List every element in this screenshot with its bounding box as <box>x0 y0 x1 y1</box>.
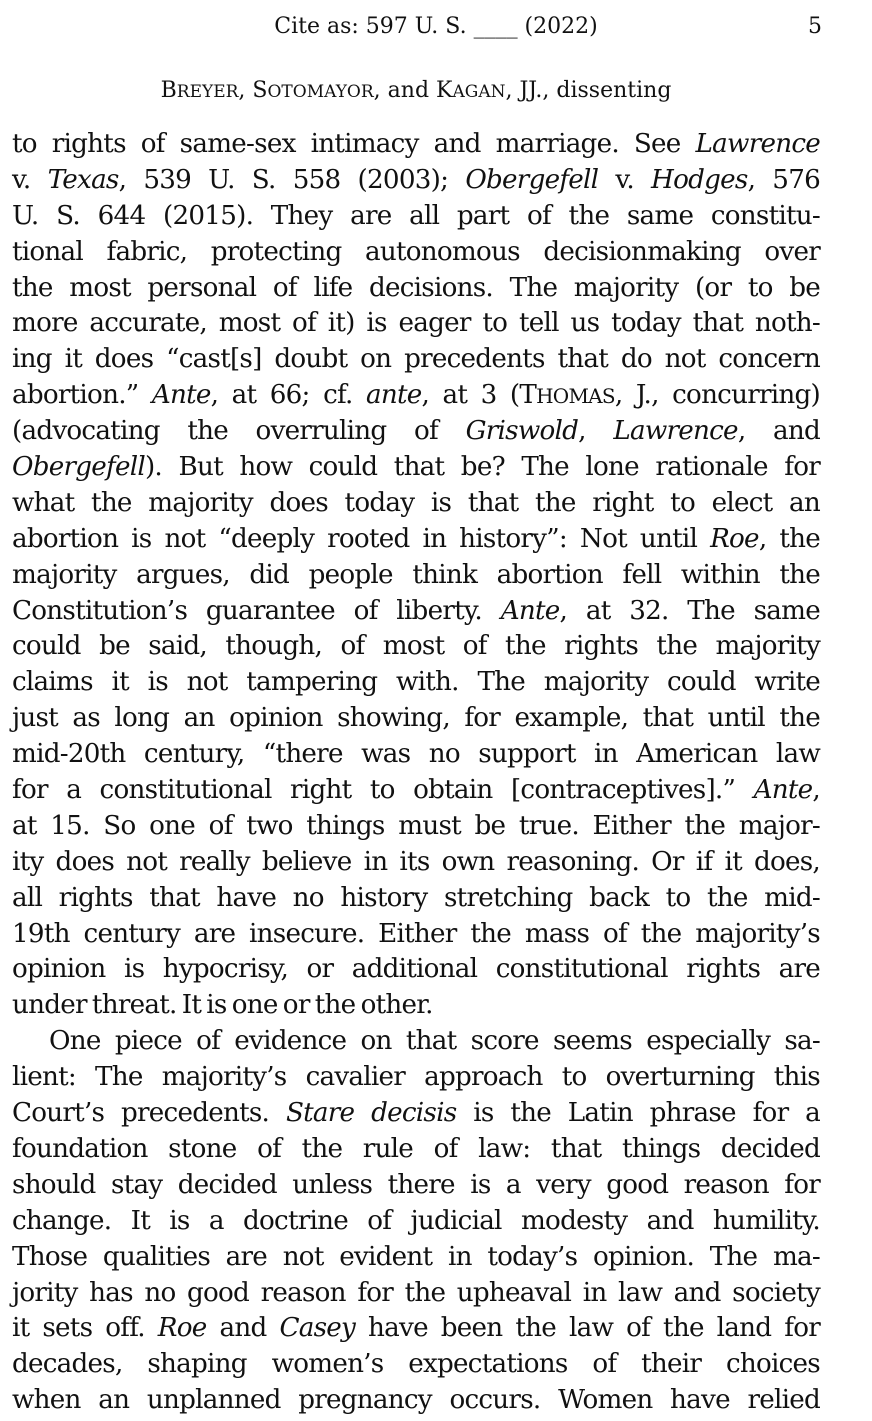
text-line <box>12 737 820 773</box>
text-segment: , 539 U. S. 558 (2003); <box>118 164 466 195</box>
text-segment: for a constitutional right to obtain [contraceptives].” <box>12 775 754 806</box>
text-segment: at 15. So one of two things must be true. Either the major- <box>12 810 820 841</box>
text-line <box>12 845 820 881</box>
italic-term: Hodges <box>651 164 748 195</box>
text-segment: tional fabric, protecting autonomous decisionmaking over <box>12 236 820 267</box>
attribution-smallcaps: OTOMAYOR <box>267 82 374 102</box>
attribution-letter: B <box>160 78 177 103</box>
italic-term: Obergefell <box>12 452 145 483</box>
text-line <box>12 701 820 737</box>
text-segment: have been the law of the land for <box>355 1313 820 1344</box>
text-segment: , <box>578 416 614 447</box>
text-segment: , at 66; cf. <box>210 380 366 411</box>
text-segment: abortion.” <box>12 380 152 411</box>
text-segment: (advocating the overruling of <box>12 416 466 447</box>
text-line <box>12 952 820 988</box>
text-segment: what the majority does today is that the right to elect an <box>12 487 820 518</box>
text-segment: , and <box>737 416 820 447</box>
text-line <box>12 665 820 701</box>
text-line <box>12 917 820 953</box>
text-segment: it sets off. <box>12 1313 158 1344</box>
text-segment: Those qualities are not evident in today’s opinion. The ma- <box>12 1241 820 1272</box>
text-segment: ing it does “cast[s] doubt on precedents that do not concern <box>12 344 820 375</box>
text-line <box>12 199 820 235</box>
text-segment: change. It is a doctrine of judicial modesty and humility. <box>12 1205 820 1236</box>
text-segment: , the <box>758 523 821 554</box>
smallcaps-text: HOMAS <box>536 384 615 409</box>
italic-term: Ante <box>151 380 211 411</box>
text-line <box>12 1276 820 1312</box>
attribution-letter: K <box>436 78 453 103</box>
text-line <box>12 127 820 163</box>
text-line <box>12 1060 820 1096</box>
text-line <box>12 450 820 486</box>
italic-term: Obergefell <box>465 164 599 195</box>
text-line <box>12 881 820 917</box>
text-segment: lient: The majority’s cavalier approach to overturning this <box>12 1062 820 1093</box>
text-line <box>12 235 820 271</box>
text-line <box>12 594 820 630</box>
attribution-smallcaps: REYER <box>176 82 239 102</box>
text-segment: One piece of evidence on that score seems especially sa- <box>49 1026 820 1057</box>
citation: Cite as: 597 U. S. ____ (2022) <box>274 14 598 39</box>
italic-term: Texas <box>47 164 119 195</box>
text-segment: should stay decided unless there is a very good reason for <box>12 1169 820 1200</box>
italic-term: Casey <box>279 1313 356 1344</box>
text-segment: decades, shaping women’s expectations of their choices <box>12 1349 820 1380</box>
text-line <box>12 1383 820 1419</box>
running-head <box>0 14 872 42</box>
text-segment: ). But how could that be? The lone rationale for <box>144 452 820 483</box>
text-line <box>12 486 820 522</box>
text-segment: U. S. 644 (2015). They are all part of the same constitu- <box>12 200 820 231</box>
text-segment: Court’s precedents. <box>12 1098 286 1129</box>
text-segment: jority has no good reason for the upheaval in law and society <box>12 1277 820 1308</box>
italic-term: Stare decisis <box>285 1098 457 1129</box>
text-line <box>12 1168 820 1204</box>
text-segment: , 576 <box>747 164 821 195</box>
text-segment: abortion is not “deeply rooted in history”: Not until <box>12 523 711 554</box>
italic-term: Lawrence <box>613 416 738 447</box>
page-number: 5 <box>808 14 822 39</box>
text-line <box>12 629 820 665</box>
attribution-smallcaps: AGAN <box>452 82 506 102</box>
text-line <box>12 773 820 809</box>
italic-term: Ante <box>753 775 813 806</box>
text-segment: the most personal of life decisions. The majority (or to be <box>12 272 820 303</box>
text-segment: to rights of same-sex intimacy and marriage. See <box>12 129 696 159</box>
opinion-body <box>12 127 820 1419</box>
italic-term: ante <box>366 380 422 411</box>
text-line <box>12 1240 820 1276</box>
attribution-letter: S <box>252 78 268 103</box>
italic-term: Lawrence <box>695 129 820 159</box>
text-segment: opinion is hypocrisy, or additional constitutional rights are <box>12 954 820 985</box>
italic-term: Roe <box>710 523 759 554</box>
text-segment: and <box>206 1313 280 1344</box>
text-segment: Constitution’s guarantee of liberty. <box>12 595 501 626</box>
smallcaps-initial: T <box>519 380 537 411</box>
text-segment: 19th century are insecure. Either the mass of the majority’s <box>12 918 820 949</box>
text-segment: , <box>812 775 820 806</box>
text-segment: under threat. It is one or the other. <box>12 990 433 1021</box>
text-segment: all rights that have no history stretching back to the mid- <box>12 882 820 913</box>
text-segment: mid-20th century, “there was no support in American law <box>12 739 820 770</box>
text-segment: when an unplanned pregnancy occurs. Women have relied <box>12 1385 820 1416</box>
text-line <box>12 271 820 307</box>
text-line <box>12 1311 820 1347</box>
text-segment: could be said, though, of most of the rights the majority <box>12 631 820 662</box>
text-line <box>12 809 820 845</box>
text-line <box>12 1347 820 1383</box>
text-segment: is the Latin phrase for a <box>456 1098 821 1129</box>
italic-term: Roe <box>157 1313 207 1344</box>
text-line <box>12 558 820 594</box>
text-line <box>12 1096 820 1132</box>
text-line <box>12 1132 820 1168</box>
italic-term: Ante <box>500 595 560 626</box>
text-segment: , at 32. The same <box>559 595 820 626</box>
text-line <box>12 988 820 1024</box>
attribution-rest: , JJ., dissenting <box>505 78 672 103</box>
text-segment: v. <box>12 164 48 195</box>
text-line <box>12 163 820 199</box>
text-segment: claims it is not tampering with. The majority could write <box>12 667 820 698</box>
text-segment: , at 3 ( <box>421 380 520 411</box>
text-line <box>12 1204 820 1240</box>
opinion-attribution <box>0 78 832 103</box>
text-segment: majority argues, did people think abortion fell within the <box>12 559 820 590</box>
text-segment: ity does not really believe in its own reasoning. Or if it does, <box>12 846 820 877</box>
text-segment: , J., concurring) <box>614 380 820 411</box>
text-line <box>12 342 820 378</box>
text-segment: v. <box>598 164 652 195</box>
attribution-and: , and <box>373 78 437 103</box>
text-line <box>12 306 820 342</box>
text-segment: just as long an opinion showing, for example, that until the <box>12 703 820 734</box>
italic-term: Griswold <box>465 416 579 447</box>
text-line <box>12 1024 820 1060</box>
text-line <box>12 522 820 558</box>
text-segment: foundation stone of the rule of law: that things decided <box>12 1133 820 1164</box>
attribution-comma: , <box>238 78 253 103</box>
text-segment: more accurate, most of it) is eager to tell us today that noth- <box>12 308 820 339</box>
text-line <box>12 414 820 450</box>
text-line <box>12 378 820 414</box>
